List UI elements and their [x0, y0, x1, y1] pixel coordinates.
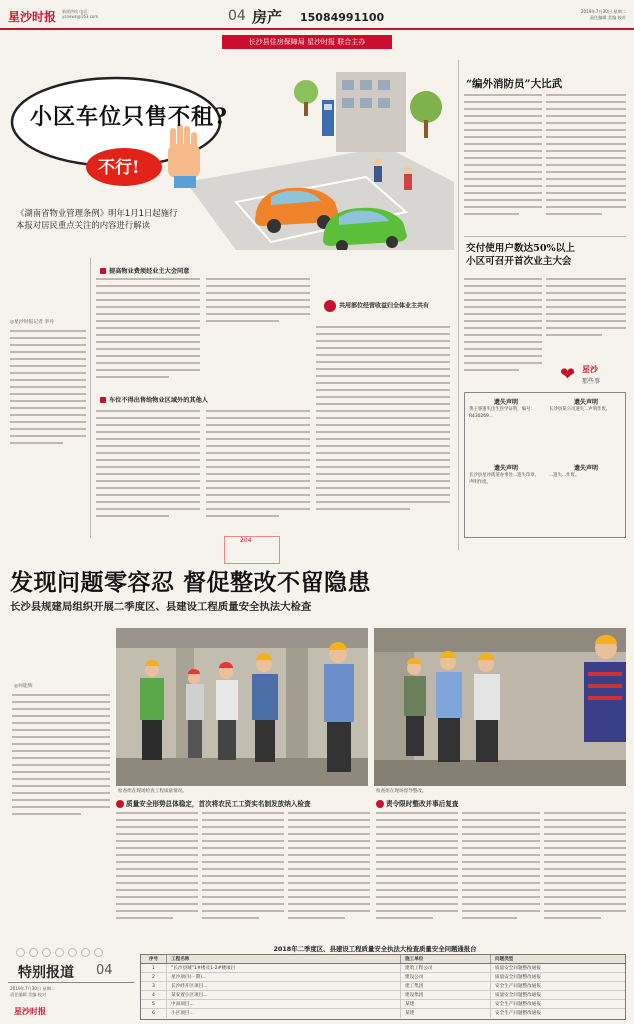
photo-inspection-2: [374, 628, 626, 786]
small-info: 新闻热线 电话： ysnews@163.com: [62, 9, 99, 19]
sidebar-col-2a: [464, 278, 542, 390]
table-cell: 1: [141, 964, 167, 972]
problem-table: [140, 954, 626, 1020]
sub-heading-3: 共用部位经营收益归全体业主共有: [324, 300, 444, 312]
feature-col-2b: [96, 410, 200, 528]
table-cell: “长沙县城”1#楼及1-2#楼项目: [167, 964, 401, 972]
table-row: [141, 1009, 625, 1018]
story2-col-4: [376, 812, 458, 932]
sidebar-footer-logo: [560, 362, 624, 388]
story2-col-2: [202, 812, 284, 932]
story2-sub-heading-2: 责令限时整改并事后复查: [376, 798, 459, 808]
sub-heading-1: 提高物业费须经业主大会同意: [100, 266, 189, 275]
table-cell: 质量安全问题整改通报: [495, 966, 541, 971]
table-header-cell: 序号: [141, 955, 167, 963]
notice-3: [549, 397, 623, 446]
table-cell: 小区项目...: [167, 1009, 401, 1018]
sidebar-col-1a: [464, 94, 542, 232]
section-title: 房产: [252, 8, 283, 26]
table-cell: 质量安全问题整改通报: [495, 975, 541, 980]
table-row: [141, 1000, 625, 1009]
footer-date: 2019年7月30日 星期二 责任编辑 美编 校对: [10, 986, 56, 997]
stop-hand-shape: [168, 124, 200, 188]
sidebar-col-2b: [546, 278, 626, 358]
story2-col-5: [462, 812, 540, 932]
photo-inspection-1: [116, 628, 368, 786]
heart-icon: ❤: [560, 364, 576, 385]
story2-headline: 发现问题零容忍 督促整改不留隐患: [10, 569, 372, 596]
logo-sub: 那些事: [582, 378, 601, 385]
notice-1: [469, 397, 543, 446]
logo: 星沙时报: [8, 10, 57, 24]
section-bullet-icon: [116, 800, 124, 808]
table-cell: 2: [141, 973, 167, 981]
story2-sub-heading-1: 质量安全形势总体稳定，首次将农民工工资实名制发放纳入检查: [116, 798, 372, 808]
table-header: [141, 955, 625, 964]
notice-text: ...遗失...作废。: [549, 473, 580, 478]
table-header-cell: 施工单位: [401, 955, 491, 963]
table-cell: 建筑工程公司: [401, 964, 491, 972]
story2-col-1: [116, 812, 198, 932]
page-mark-box: [224, 536, 280, 564]
feature-col-1: [10, 330, 86, 490]
table-cell: 6: [141, 1009, 167, 1018]
feature-stamp: 不行!: [98, 158, 140, 178]
feature-col-3b: [206, 410, 310, 528]
notice-text: 黄子睿遗失出生医学证明，编号：R430269...: [469, 407, 535, 419]
notice-4: [549, 463, 623, 512]
feature-headline: 小区车位只售不租?: [30, 104, 228, 130]
notice-text: 长沙县星沙街道办事处...遗失印章，声明作废。: [469, 473, 540, 485]
table-cell: 5: [141, 1000, 167, 1008]
footer-masthead: [8, 948, 134, 1024]
col-divider-1: [90, 258, 91, 538]
table-row: [141, 982, 625, 991]
table-cell: 长沙经开区项目...: [167, 982, 401, 990]
table-cell: 安全生产问题整改通报: [495, 1011, 541, 1016]
table-cell: 3: [141, 982, 167, 990]
story2-byline: ◎何能辉: [14, 684, 33, 689]
sidebar-title-1: “编外消防员”大比武: [466, 78, 563, 90]
feature-col-4: [316, 326, 450, 536]
section-bullet-icon: [100, 268, 106, 274]
table-cell: 某建: [401, 1000, 491, 1008]
notice-title: 遗失声明: [493, 465, 518, 472]
problem-table-title: 2018年二季度区、县建设工程质量安全执法大检查质量安全问题通报台: [273, 945, 477, 953]
table-header-cell: 工程名称: [167, 955, 401, 963]
story2-left-col: [12, 694, 110, 834]
notice-text: 长沙县某公司遗失...声明作废。: [549, 407, 611, 412]
sidebar-title-2: 交付使用户数达50%以上 小区可召开首次业主大会: [466, 243, 575, 267]
notice-title: 遗失声明: [573, 465, 598, 472]
table-cell: 安全生产问题整改通报: [495, 1002, 541, 1007]
table-cell: 建设公司: [401, 973, 491, 981]
table-cell: 中南项目...: [167, 1000, 401, 1008]
table-cell: 建设集团: [401, 991, 491, 999]
table-row: [141, 991, 625, 1000]
footer-dots: [16, 948, 128, 958]
subline-1: 《湖南省物业管理条例》明年1月1日起施行: [16, 208, 178, 218]
table-cell: 建工集团: [401, 982, 491, 990]
notice-2: [469, 463, 543, 512]
notice-title: 遗失声明: [573, 399, 598, 406]
section-bullet-icon: [376, 800, 384, 808]
date-line: 2019年7月30日 星期二 责任编辑 美编 校对: [580, 9, 626, 20]
table-cell: 安全生产问题整改通报: [495, 984, 541, 989]
sponsor-banner: 长沙县住房保障局 星沙时报 联合主办: [222, 35, 392, 49]
table-cell: 某安置小区项目...: [167, 991, 401, 999]
footer-rule: [8, 982, 134, 983]
logo-main: 星沙: [582, 365, 598, 374]
sidebar-col-1b: [546, 94, 626, 232]
sidebar-divider: [458, 60, 459, 550]
story2-col-6: [544, 812, 626, 932]
notice-title: 遗失声明: [493, 399, 518, 406]
table-header-cell: 问题类型: [495, 957, 514, 962]
feature-col-3a: [206, 278, 310, 326]
page-number: 04: [228, 8, 246, 24]
feature-subline: [16, 207, 177, 231]
subline-2: 本报对居民重点关注的内容进行解读: [16, 220, 150, 230]
story2-col-3: [288, 812, 370, 932]
feature-byline: ◎星沙时报记者 李丹: [10, 320, 55, 325]
masthead: [0, 0, 634, 34]
footer-logo: 星沙时报: [14, 1006, 46, 1016]
section-bullet-icon: [324, 300, 336, 312]
sub-heading-2: 车位不得出售给物业区域外的其他人: [100, 395, 208, 404]
photo1-caption: 检查组在现场检查工程质量情况。: [118, 789, 187, 794]
table-row: [141, 973, 625, 982]
section-bullet-icon: [100, 397, 106, 403]
story2-subhead: 长沙县规建局组织开展二季度区、县建设工程质量安全执法大检查: [10, 601, 312, 613]
table-cell: 星沙项目(一期)...: [167, 973, 401, 981]
photo2-caption: 检查组在现场督导整改。: [376, 789, 427, 794]
table-row: [141, 964, 625, 973]
table-cell: 4: [141, 991, 167, 999]
page-mark: 204: [240, 537, 252, 544]
feature-col-2a: [96, 278, 200, 386]
footer-title: 特别报道: [18, 965, 74, 981]
header-rule: [0, 28, 634, 30]
footer-number: 04: [96, 963, 113, 978]
notice-box: [464, 392, 626, 538]
sidebar-rule: [464, 236, 626, 237]
table-cell: 某建: [401, 1009, 491, 1018]
table-cell: 质量安全问题整改通报: [495, 993, 541, 998]
hotline: 15084991100: [300, 11, 385, 24]
